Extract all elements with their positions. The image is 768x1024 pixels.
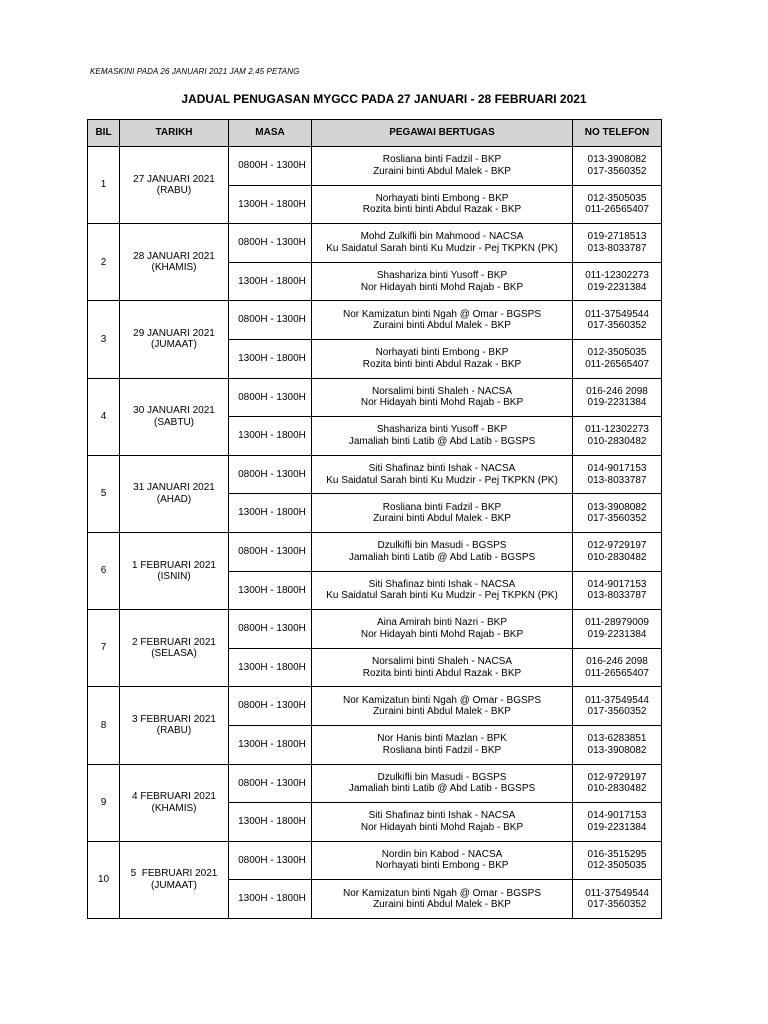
tarikh-cell bbox=[120, 610, 229, 687]
bil-cell: 6 bbox=[88, 532, 120, 609]
masa-cell: 1300H - 1800H bbox=[229, 185, 312, 224]
tarikh-date: 4 FEBRUARI 2021 bbox=[132, 791, 216, 803]
officer-name: Shashariza binti Yusoff - BKP bbox=[376, 270, 508, 282]
tarikh-cell bbox=[120, 455, 229, 532]
phone-number: 013-3908082 bbox=[587, 744, 647, 756]
pegawai-cell bbox=[312, 147, 573, 186]
phone-number: 011-12302273 bbox=[585, 270, 649, 282]
pegawai-cell bbox=[312, 803, 573, 842]
officer-name: Nor Hidayah binti Mohd Rajab - BKP bbox=[360, 821, 524, 833]
phone-number: 019-2718513 bbox=[587, 231, 647, 243]
tarikh-day: (RABU) bbox=[156, 185, 192, 197]
pegawai-cell bbox=[312, 687, 573, 726]
officer-name: Nor Kamizatun binti Ngah @ Omar - BGSPS bbox=[343, 887, 541, 899]
pegawai-cell bbox=[312, 648, 573, 687]
telefon-cell bbox=[573, 224, 662, 263]
phone-number: 012-3505035 bbox=[587, 860, 647, 872]
column-header-pegawai: PEGAWAI BERTUGAS bbox=[312, 120, 573, 147]
phone-number: 011-37549544 bbox=[585, 694, 649, 706]
bil-cell: 2 bbox=[88, 224, 120, 301]
masa-cell: 0800H - 1300H bbox=[229, 455, 312, 494]
page-title: JADUAL PENUGASAN MYGCC PADA 27 JANUARI - 28 FEBRUARI 2021 bbox=[181, 92, 587, 106]
phone-number: 012-9729197 bbox=[587, 540, 647, 552]
tarikh-date: 3 FEBRUARI 2021 bbox=[132, 713, 216, 725]
masa-cell: 0800H - 1300H bbox=[229, 764, 312, 803]
table-row bbox=[88, 610, 662, 649]
tarikh-day: (JUMAAT) bbox=[151, 879, 197, 891]
table-row bbox=[88, 301, 662, 340]
pegawai-cell bbox=[312, 455, 573, 494]
telefon-cell bbox=[573, 725, 662, 764]
masa-cell: 1300H - 1800H bbox=[229, 494, 312, 533]
bil-cell: 10 bbox=[88, 841, 120, 918]
table-row bbox=[88, 378, 662, 417]
masa-cell: 1300H - 1800H bbox=[229, 803, 312, 842]
bil-cell: 7 bbox=[88, 610, 120, 687]
pegawai-cell bbox=[312, 725, 573, 764]
pegawai-cell bbox=[312, 610, 573, 649]
phone-number: 012-3505035 bbox=[587, 347, 647, 359]
officer-name: Norsalimi binti Shaleh - NACSA bbox=[371, 656, 513, 668]
phone-number: 012-3505035 bbox=[587, 192, 647, 204]
tarikh-day: (AHAD) bbox=[156, 493, 192, 505]
telefon-cell bbox=[573, 494, 662, 533]
phone-number: 017-3560352 bbox=[587, 513, 647, 525]
pegawai-cell bbox=[312, 494, 573, 533]
phone-number: 011-26565407 bbox=[585, 358, 649, 370]
tarikh-date: 1 FEBRUARI 2021 bbox=[132, 559, 216, 571]
officer-name: Norhayati binti Embong - BKP bbox=[375, 192, 509, 204]
phone-number: 011-26565407 bbox=[585, 667, 649, 679]
pegawai-cell bbox=[312, 185, 573, 224]
phone-number: 019-2231384 bbox=[587, 628, 647, 640]
phone-number: 016-246 2098 bbox=[586, 385, 648, 397]
phone-number: 011-28979009 bbox=[585, 617, 649, 629]
telefon-cell bbox=[573, 339, 662, 378]
tarikh-day: (SELASA) bbox=[151, 648, 197, 660]
phone-number: 011-37549544 bbox=[585, 308, 649, 320]
officer-name: Jamaliah binti Latib @ Abd Latib - BGSPS bbox=[348, 435, 536, 447]
column-header-bil: BIL bbox=[88, 120, 120, 147]
tarikh-cell bbox=[120, 224, 229, 301]
masa-cell: 0800H - 1300H bbox=[229, 687, 312, 726]
officer-name: Dzulkifli bin Masudi - BGSPS bbox=[377, 540, 507, 552]
pegawai-cell bbox=[312, 339, 573, 378]
masa-cell: 0800H - 1300H bbox=[229, 378, 312, 417]
table-row bbox=[88, 687, 662, 726]
officer-name: Rosliana binti Fadzil - BKP bbox=[382, 744, 502, 756]
update-note: KEMASKINI PADA 26 JANUARI 2021 JAM 2.45 PETANG bbox=[90, 67, 300, 76]
tarikh-date: 30 JANUARI 2021 bbox=[133, 405, 215, 417]
phone-number: 013-3908082 bbox=[587, 501, 647, 513]
tarikh-cell bbox=[120, 147, 229, 224]
phone-number: 014-9017153 bbox=[587, 578, 647, 590]
officer-name: Rosliana binti Fadzil - BKP bbox=[382, 501, 502, 513]
phone-number: 012-9729197 bbox=[587, 771, 647, 783]
tarikh-cell bbox=[120, 764, 229, 841]
tarikh-date: 29 JANUARI 2021 bbox=[133, 327, 215, 339]
tarikh-date: 2 FEBRUARI 2021 bbox=[132, 636, 216, 648]
officer-name: Jamaliah binti Latib @ Abd Latib - BGSPS bbox=[348, 783, 536, 795]
telefon-cell bbox=[573, 378, 662, 417]
bil-cell: 5 bbox=[88, 455, 120, 532]
phone-number: 011-12302273 bbox=[585, 424, 649, 436]
telefon-cell bbox=[573, 185, 662, 224]
officer-name: Rozita binti binti Abdul Razak - BKP bbox=[362, 204, 522, 216]
officer-name: Nor Hidayah binti Mohd Rajab - BKP bbox=[360, 397, 524, 409]
pegawai-cell bbox=[312, 262, 573, 301]
tarikh-date: 28 JANUARI 2021 bbox=[133, 250, 215, 262]
officer-name: Zuraini binti Abdul Malek - BKP bbox=[373, 320, 511, 332]
officer-name: Jamaliah binti Latib @ Abd Latib - BGSPS bbox=[348, 551, 536, 563]
officer-name: Rozita binti binti Abdul Razak - BKP bbox=[362, 667, 522, 679]
phone-number: 019-2231384 bbox=[587, 821, 647, 833]
tarikh-cell bbox=[120, 378, 229, 455]
column-header-masa: MASA bbox=[229, 120, 312, 147]
masa-cell: 0800H - 1300H bbox=[229, 532, 312, 571]
tarikh-cell bbox=[120, 841, 229, 918]
phone-number: 011-37549544 bbox=[585, 887, 649, 899]
officer-name: Nor Kamizatun binti Ngah @ Omar - BGSPS bbox=[343, 308, 541, 320]
officer-name: Ku Saidatul Sarah binti Ku Mudzir - Pej TKPKN (PK) bbox=[326, 242, 558, 254]
officer-name: Rozita binti binti Abdul Razak - BKP bbox=[362, 358, 522, 370]
phone-number: 013-6283851 bbox=[587, 733, 647, 745]
column-header-tarikh: TARIKH bbox=[120, 120, 229, 147]
tarikh-cell bbox=[120, 687, 229, 764]
officer-name: Nor Kamizatun binti Ngah @ Omar - BGSPS bbox=[343, 694, 541, 706]
table-row bbox=[88, 455, 662, 494]
phone-number: 017-3560352 bbox=[587, 706, 647, 718]
phone-number: 016-3515295 bbox=[587, 848, 647, 860]
telefon-cell bbox=[573, 648, 662, 687]
table-header-row bbox=[88, 120, 662, 147]
phone-number: 019-2231384 bbox=[587, 281, 647, 293]
telefon-cell bbox=[573, 880, 662, 919]
tarikh-cell bbox=[120, 301, 229, 378]
phone-number: 017-3560352 bbox=[587, 899, 647, 911]
phone-number: 011-26565407 bbox=[585, 204, 649, 216]
tarikh-day: (SABTU) bbox=[154, 416, 194, 428]
table-row bbox=[88, 147, 662, 186]
masa-cell: 1300H - 1800H bbox=[229, 417, 312, 456]
officer-name: Nor Hidayah binti Mohd Rajab - BKP bbox=[360, 281, 524, 293]
bil-cell: 1 bbox=[88, 147, 120, 224]
officer-name: Mohd Zulkifli bin Mahmood - NACSA bbox=[360, 231, 524, 243]
bil-cell: 3 bbox=[88, 301, 120, 378]
phone-number: 010-2830482 bbox=[587, 783, 647, 795]
telefon-cell bbox=[573, 417, 662, 456]
officer-name: Norhayati binti Embong - BKP bbox=[375, 347, 509, 359]
table-row bbox=[88, 224, 662, 263]
tarikh-day: (JUMAAT) bbox=[151, 339, 197, 351]
phone-number: 013-8033787 bbox=[587, 242, 647, 254]
officer-name: Ku Saidatul Sarah binti Ku Mudzir - Pej TKPKN (PK) bbox=[326, 474, 558, 486]
phone-number: 010-2830482 bbox=[587, 435, 647, 447]
tarikh-day: (RABU) bbox=[156, 725, 192, 737]
telefon-cell bbox=[573, 841, 662, 880]
bil-cell: 9 bbox=[88, 764, 120, 841]
tarikh-date: 5 FEBRUARI 2021 bbox=[130, 868, 218, 880]
masa-cell: 1300H - 1800H bbox=[229, 262, 312, 301]
phone-number: 016-246 2098 bbox=[586, 656, 648, 668]
bil-cell: 4 bbox=[88, 378, 120, 455]
tarikh-day: (KHAMIS) bbox=[151, 802, 197, 814]
masa-cell: 0800H - 1300H bbox=[229, 147, 312, 186]
column-header-telefon: NO TELEFON bbox=[573, 120, 662, 147]
officer-name: Zuraini binti Abdul Malek - BKP bbox=[373, 706, 511, 718]
pegawai-cell bbox=[312, 378, 573, 417]
pegawai-cell bbox=[312, 224, 573, 263]
masa-cell: 0800H - 1300H bbox=[229, 841, 312, 880]
phone-number: 014-9017153 bbox=[587, 463, 647, 475]
table-row bbox=[88, 841, 662, 880]
officer-name: Zuraini binti Abdul Malek - BKP bbox=[373, 165, 511, 177]
tarikh-day: (KHAMIS) bbox=[151, 262, 197, 274]
phone-number: 014-9017153 bbox=[587, 810, 647, 822]
pegawai-cell bbox=[312, 532, 573, 571]
tarikh-cell bbox=[120, 532, 229, 609]
officer-name: Siti Shafinaz binti Ishak - NACSA bbox=[368, 578, 516, 590]
masa-cell: 0800H - 1300H bbox=[229, 224, 312, 263]
telefon-cell bbox=[573, 764, 662, 803]
table-row bbox=[88, 532, 662, 571]
masa-cell: 1300H - 1800H bbox=[229, 880, 312, 919]
telefon-cell bbox=[573, 301, 662, 340]
telefon-cell bbox=[573, 532, 662, 571]
masa-cell: 0800H - 1300H bbox=[229, 301, 312, 340]
table-row bbox=[88, 764, 662, 803]
duty-schedule-table bbox=[87, 119, 662, 919]
officer-name: Siti Shafinaz binti Ishak - NACSA bbox=[368, 810, 516, 822]
officer-name: Nordin bin Kabod - NACSA bbox=[381, 848, 503, 860]
phone-number: 010-2830482 bbox=[587, 551, 647, 563]
phone-number: 017-3560352 bbox=[587, 165, 647, 177]
phone-number: 013-8033787 bbox=[587, 474, 647, 486]
officer-name: Norhayati binti Embong - BKP bbox=[375, 860, 509, 872]
telefon-cell bbox=[573, 803, 662, 842]
telefon-cell bbox=[573, 262, 662, 301]
tarikh-date: 31 JANUARI 2021 bbox=[133, 482, 215, 494]
officer-name: Nor Hanis binti Mazlan - BPK bbox=[377, 733, 507, 745]
bil-cell: 8 bbox=[88, 687, 120, 764]
officer-name: Zuraini binti Abdul Malek - BKP bbox=[373, 513, 511, 525]
phone-number: 013-8033787 bbox=[587, 590, 647, 602]
masa-cell: 1300H - 1800H bbox=[229, 648, 312, 687]
masa-cell: 1300H - 1800H bbox=[229, 725, 312, 764]
officer-name: Aina Amirah binti Nazri - BKP bbox=[376, 617, 508, 629]
officer-name: Siti Shafinaz binti Ishak - NACSA bbox=[368, 463, 516, 475]
masa-cell: 1300H - 1800H bbox=[229, 571, 312, 610]
tarikh-day: (ISNIN) bbox=[157, 571, 191, 583]
officer-name: Shashariza binti Yusoff - BKP bbox=[376, 424, 508, 436]
pegawai-cell bbox=[312, 841, 573, 880]
pegawai-cell bbox=[312, 764, 573, 803]
phone-number: 019-2231384 bbox=[587, 397, 647, 409]
telefon-cell bbox=[573, 571, 662, 610]
tarikh-date: 27 JANUARI 2021 bbox=[133, 173, 215, 185]
telefon-cell bbox=[573, 610, 662, 649]
telefon-cell bbox=[573, 687, 662, 726]
officer-name: Dzulkifli bin Masudi - BGSPS bbox=[377, 771, 507, 783]
pegawai-cell bbox=[312, 301, 573, 340]
pegawai-cell bbox=[312, 417, 573, 456]
masa-cell: 0800H - 1300H bbox=[229, 610, 312, 649]
officer-name: Nor Hidayah binti Mohd Rajab - BKP bbox=[360, 628, 524, 640]
telefon-cell bbox=[573, 147, 662, 186]
phone-number: 013-3908082 bbox=[587, 154, 647, 166]
masa-cell: 1300H - 1800H bbox=[229, 339, 312, 378]
phone-number: 017-3560352 bbox=[587, 320, 647, 332]
pegawai-cell bbox=[312, 880, 573, 919]
officer-name: Rosliana binti Fadzil - BKP bbox=[382, 154, 502, 166]
pegawai-cell bbox=[312, 571, 573, 610]
telefon-cell bbox=[573, 455, 662, 494]
officer-name: Zuraini binti Abdul Malek - BKP bbox=[373, 899, 511, 911]
officer-name: Norsalimi binti Shaleh - NACSA bbox=[371, 385, 513, 397]
officer-name: Ku Saidatul Sarah binti Ku Mudzir - Pej TKPKN (PK) bbox=[326, 590, 558, 602]
